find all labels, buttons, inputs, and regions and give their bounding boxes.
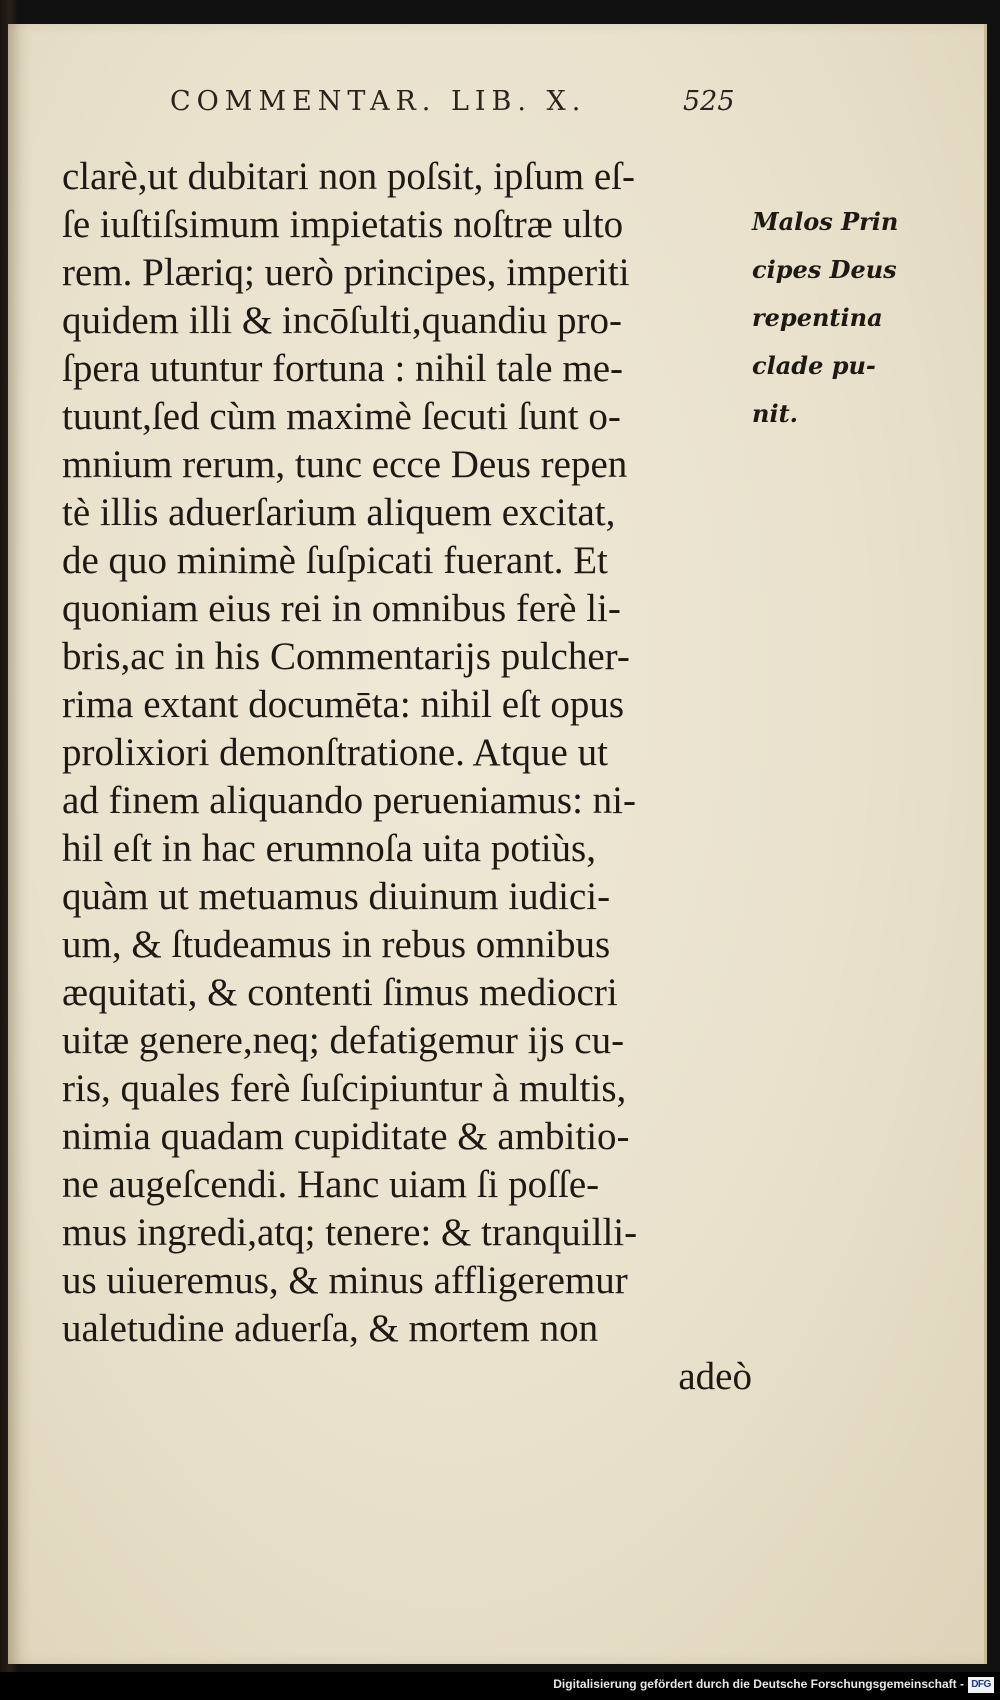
text-line: bris,ac in his Commentarijs pulcher- — [62, 635, 630, 678]
marginal-note-line: cipes Deus — [752, 255, 897, 284]
body-text — [62, 153, 762, 1401]
text-line: æquitati, & contenti ſimus mediocri — [62, 971, 618, 1014]
text-line: us uiueremus, & minus affligeremur — [62, 1259, 628, 1302]
footer-bar — [0, 1672, 1000, 1700]
running-head: COMMENTAR. LIB. X. — [170, 86, 587, 117]
text-line: quidem illi & incōſulti,quandiu pro- — [62, 299, 623, 342]
marginal-note-line: repentina — [752, 303, 883, 332]
text-line: hil eſt in hac erumnoſa uita potiùs, — [62, 827, 596, 870]
text-line: tuunt,ſed cùm maximè ſecuti ſunt o- — [62, 395, 621, 438]
text-line: ris, quales ferè ſuſcipiuntur à multis, — [62, 1067, 627, 1110]
text-line: mnium rerum, tunc ecce Deus repen — [62, 443, 628, 486]
text-line: um, & ſtudeamus in rebus omnibus — [62, 923, 611, 966]
text-line: ne augeſcendi. Hanc uiam ſi poſſe- — [62, 1163, 600, 1206]
text-line: uitæ genere,neq; defatigemur ijs cu- — [62, 1019, 625, 1062]
text-line: rima extant documēta: nihil eſt opus — [62, 683, 625, 726]
text-line: clarè,ut dubitari non poſsit, ipſum eſ- — [62, 155, 635, 198]
marginal-note-line: Malos Prin — [752, 207, 899, 236]
text-line: ad finem aliquando perueniamus: ni- — [62, 779, 636, 822]
marginal-note-line: nit. — [752, 399, 799, 428]
footer-credit: Digitalisierung gefördert durch die Deutsche Forschungsgemeinschaft - — [553, 1677, 964, 1691]
page-number: 525 — [683, 86, 735, 117]
text-line: quàm ut metuamus diuinum iudici- — [62, 875, 611, 918]
text-line: ſe iuſtiſsimum impietatis noſtræ ulto — [62, 203, 624, 246]
text-line: rem. Plæriq; uerò principes, imperiti — [62, 251, 630, 294]
text-line: ualetudine aduerſa, & mortem non — [62, 1307, 599, 1350]
text-line: nimia quadam cupiditate & ambitio- — [62, 1115, 630, 1158]
text-line: prolixiori demonſtratione. Atque ut — [62, 731, 608, 774]
text-line: de quo minimè ſuſpicati fuerant. Et — [62, 539, 608, 582]
text-line: ſpera utuntur fortuna : nihil tale me- — [62, 347, 623, 390]
marginal-note — [752, 198, 952, 438]
dfg-logo-icon: DFG — [968, 1677, 994, 1693]
text-line: quoniam eius rei in omnibus ferè li- — [62, 587, 621, 630]
text-line: mus ingredi,atq; tenere: & tranquilli- — [62, 1211, 638, 1254]
text-line: tè illis aduerſarium aliquem excitat, — [62, 491, 616, 534]
catchword: adeò — [678, 1355, 752, 1398]
marginal-note-line: clade pu- — [752, 351, 876, 380]
